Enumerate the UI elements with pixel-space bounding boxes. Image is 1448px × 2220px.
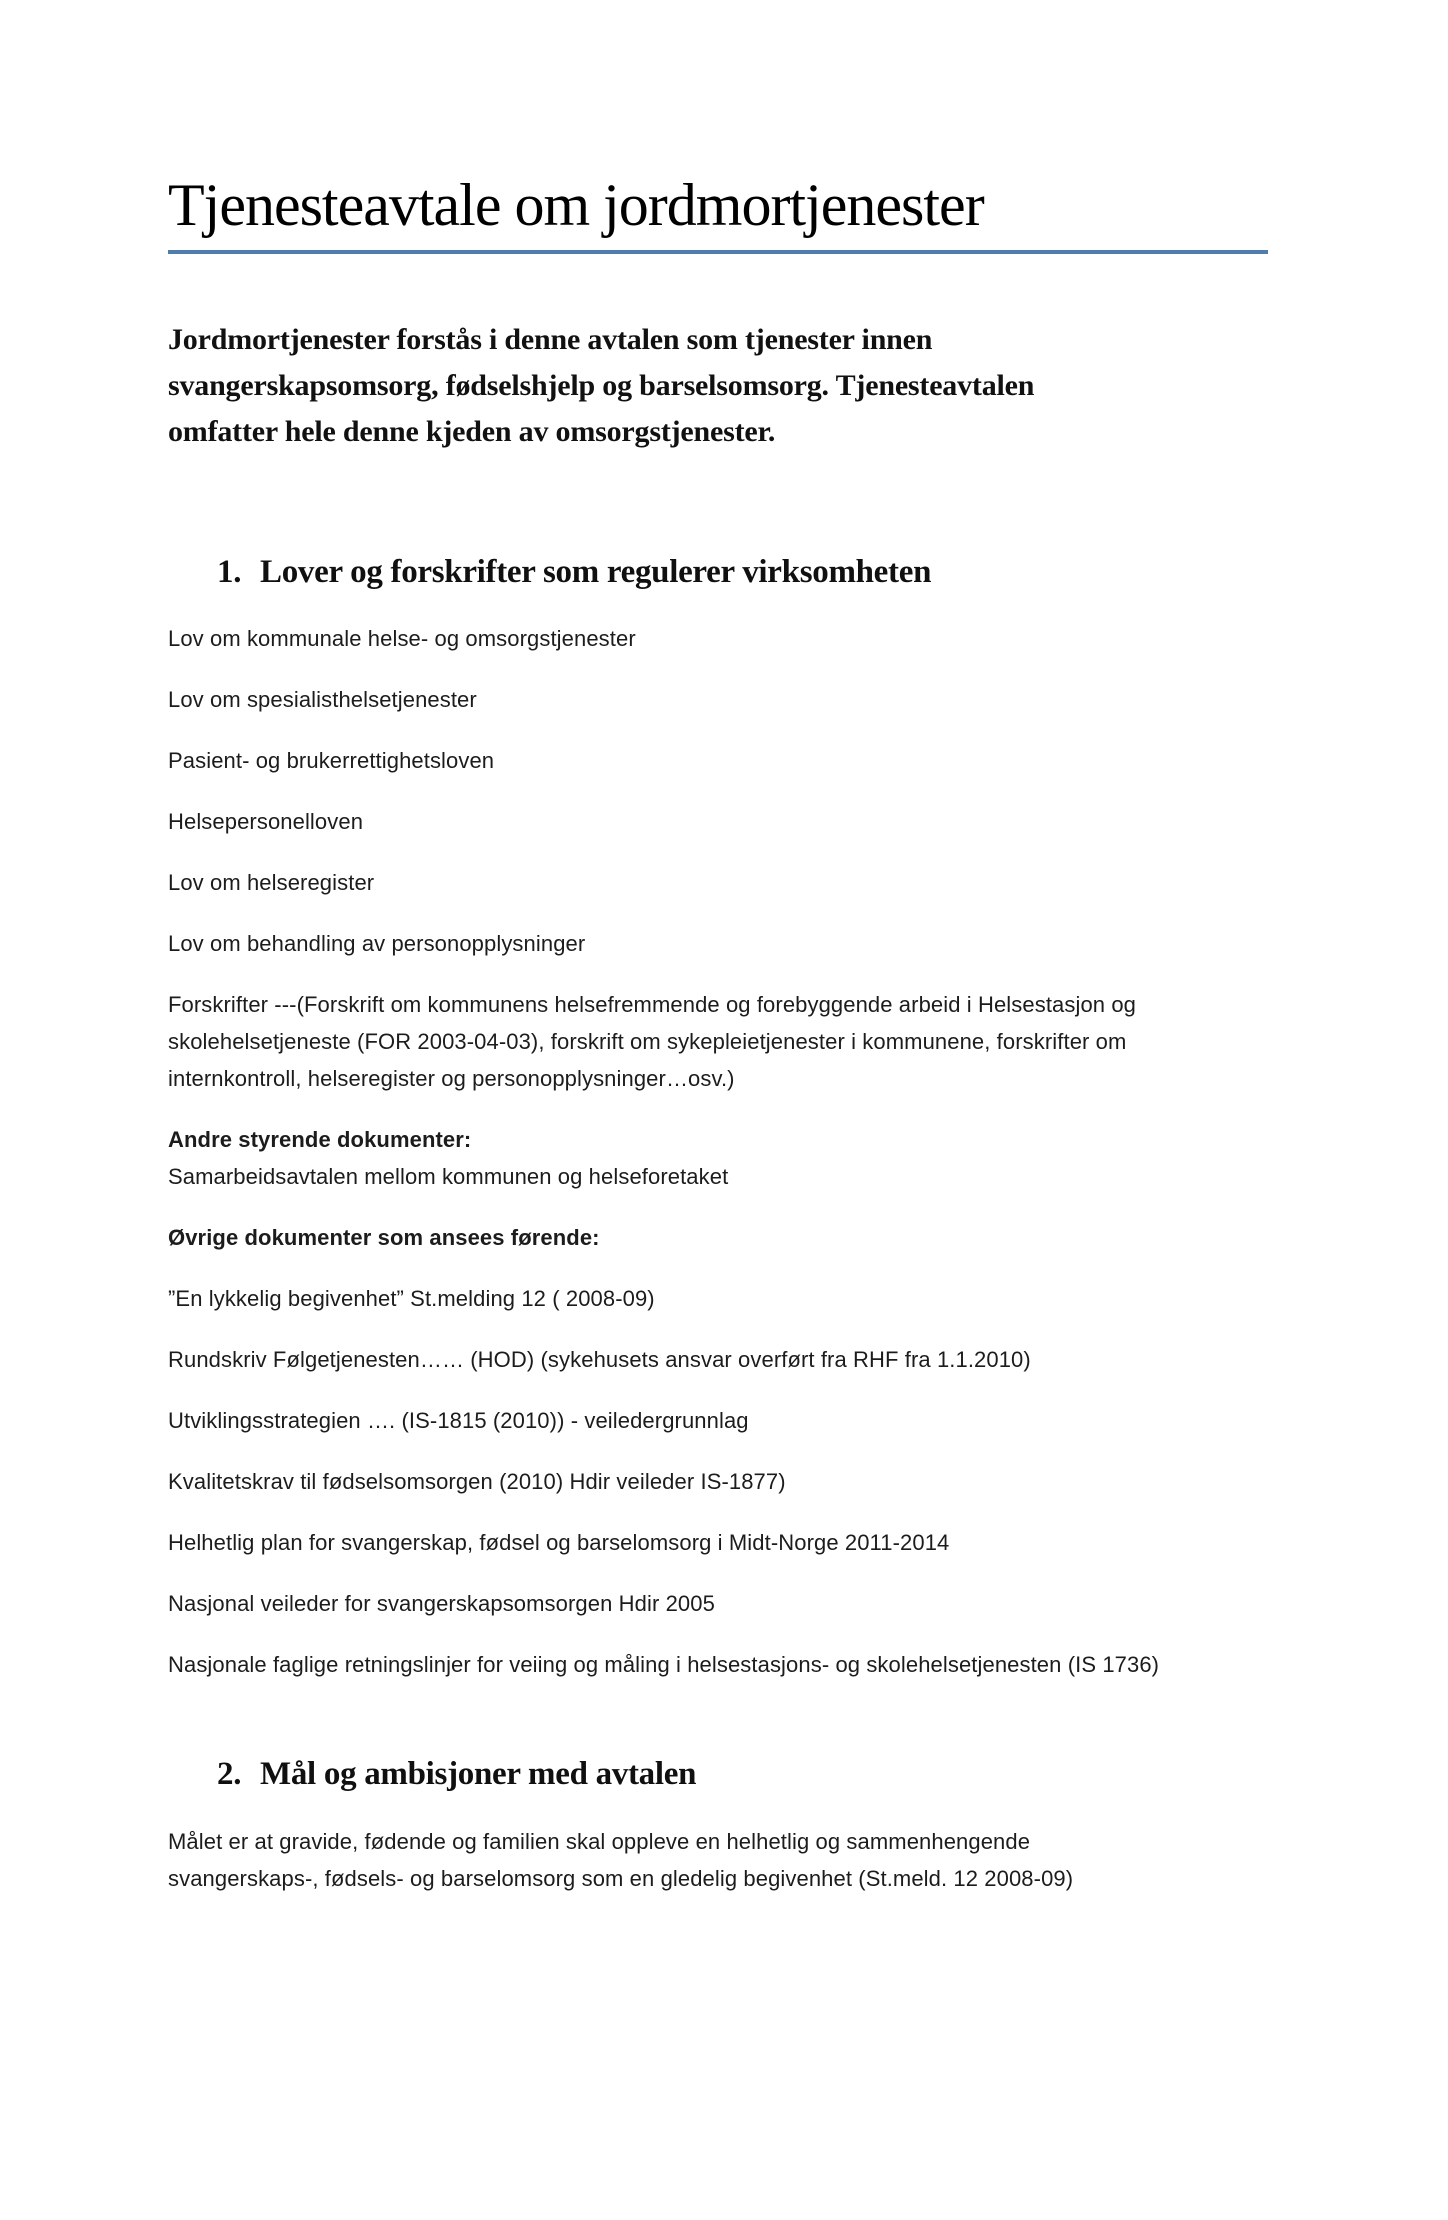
- forskrifter-paragraph: [168, 986, 1268, 1097]
- section-2-heading-text: Mål og ambisjoner med avtalen: [260, 1756, 697, 1793]
- guiding-doc-item: Rundskriv Følgetjenesten…… (HOD) (sykehusets ansvar overført fra RHF fra 1.1.2010): [168, 1347, 1031, 1373]
- intro-line: svangerskapsomsorg, fødselshjelp og barselsomsorg. Tjenesteavtalen: [168, 369, 1035, 402]
- forskrifter-line: internkontroll, helseregister og personopplysninger…osv.): [168, 1066, 735, 1092]
- guiding-doc-item: Kvalitetskrav til fødselsomsorgen (2010) Hdir veileder IS-1877): [168, 1469, 786, 1495]
- law-item: Lov om helseregister: [168, 870, 375, 896]
- law-item: Lov om spesialisthelsetjenester: [168, 687, 477, 713]
- intro-line: Jordmortjenester forstås i denne avtalen som tjenester innen: [168, 323, 933, 356]
- section-1-heading-text: Lover og forskrifter som regulerer virksomheten: [260, 554, 932, 590]
- law-item: Helsepersonelloven: [168, 809, 364, 835]
- intro-paragraph: [168, 317, 1268, 455]
- law-item: Lov om behandling av personopplysninger: [168, 931, 586, 957]
- document-page: [0, 172, 1448, 1897]
- law-item: Pasient- og brukerrettighetsloven: [168, 748, 495, 774]
- law-item: Lov om kommunale helse- og omsorgstjenester: [168, 626, 636, 652]
- section-1-heading: [168, 551, 1268, 593]
- section-2-body-line: svangerskaps-, fødsels- og barselomsorg som en gledelig begivenhet (St.meld. 12 2008-09): [168, 1865, 1074, 1891]
- andre-dokumenter-label: Andre styrende dokumenter:: [168, 1127, 472, 1153]
- section-2-body-line: Målet er at gravide, fødende og familien skal oppleve en helhetlig og sammenhengende: [168, 1828, 1031, 1854]
- document-title: Tjenesteavtale om jordmortjenester: [168, 172, 1268, 254]
- guiding-doc-item: Helhetlig plan for svangerskap, fødsel og barselomsorg i Midt-Norge 2011-2014: [168, 1530, 950, 1556]
- section-2-body: [168, 1823, 1268, 1897]
- ovrige-dokumenter-label: Øvrige dokumenter som ansees førende:: [168, 1225, 600, 1251]
- forskrifter-line: Forskrifter ---(Forskrift om kommunens helsefremmende og forebyggende arbeid i Helsestasjon og: [168, 992, 1137, 1018]
- guiding-doc-item: Utviklingsstrategien …. (IS-1815 (2010)) - veiledergrunnlag: [168, 1408, 749, 1434]
- forskrifter-line: skolehelsetjeneste (FOR 2003-04-03), forskrift om sykepleietjenester i kommunene, forskrifter om: [168, 1029, 1127, 1055]
- section-2-heading: [168, 1753, 1268, 1795]
- andre-dokumenter-text: Samarbeidsavtalen mellom kommunen og helseforetaket: [168, 1164, 729, 1190]
- section-2-number: 2.: [217, 1756, 242, 1793]
- guiding-doc-item: Nasjonal veileder for svangerskapsomsorgen Hdir 2005: [168, 1591, 715, 1617]
- guiding-doc-item: Nasjonale faglige retningslinjer for veiing og måling i helsestasjons- og skolehelsetjenesten (IS 1736): [168, 1652, 1160, 1678]
- section-1-number: 1.: [217, 554, 242, 590]
- guiding-doc-item: ”En lykkelig begivenhet” St.melding 12 ( 2008-09): [168, 1286, 655, 1312]
- andre-dokumenter-block: [168, 1121, 1268, 1195]
- intro-line: omfatter hele denne kjeden av omsorgstjenester.: [168, 415, 776, 448]
